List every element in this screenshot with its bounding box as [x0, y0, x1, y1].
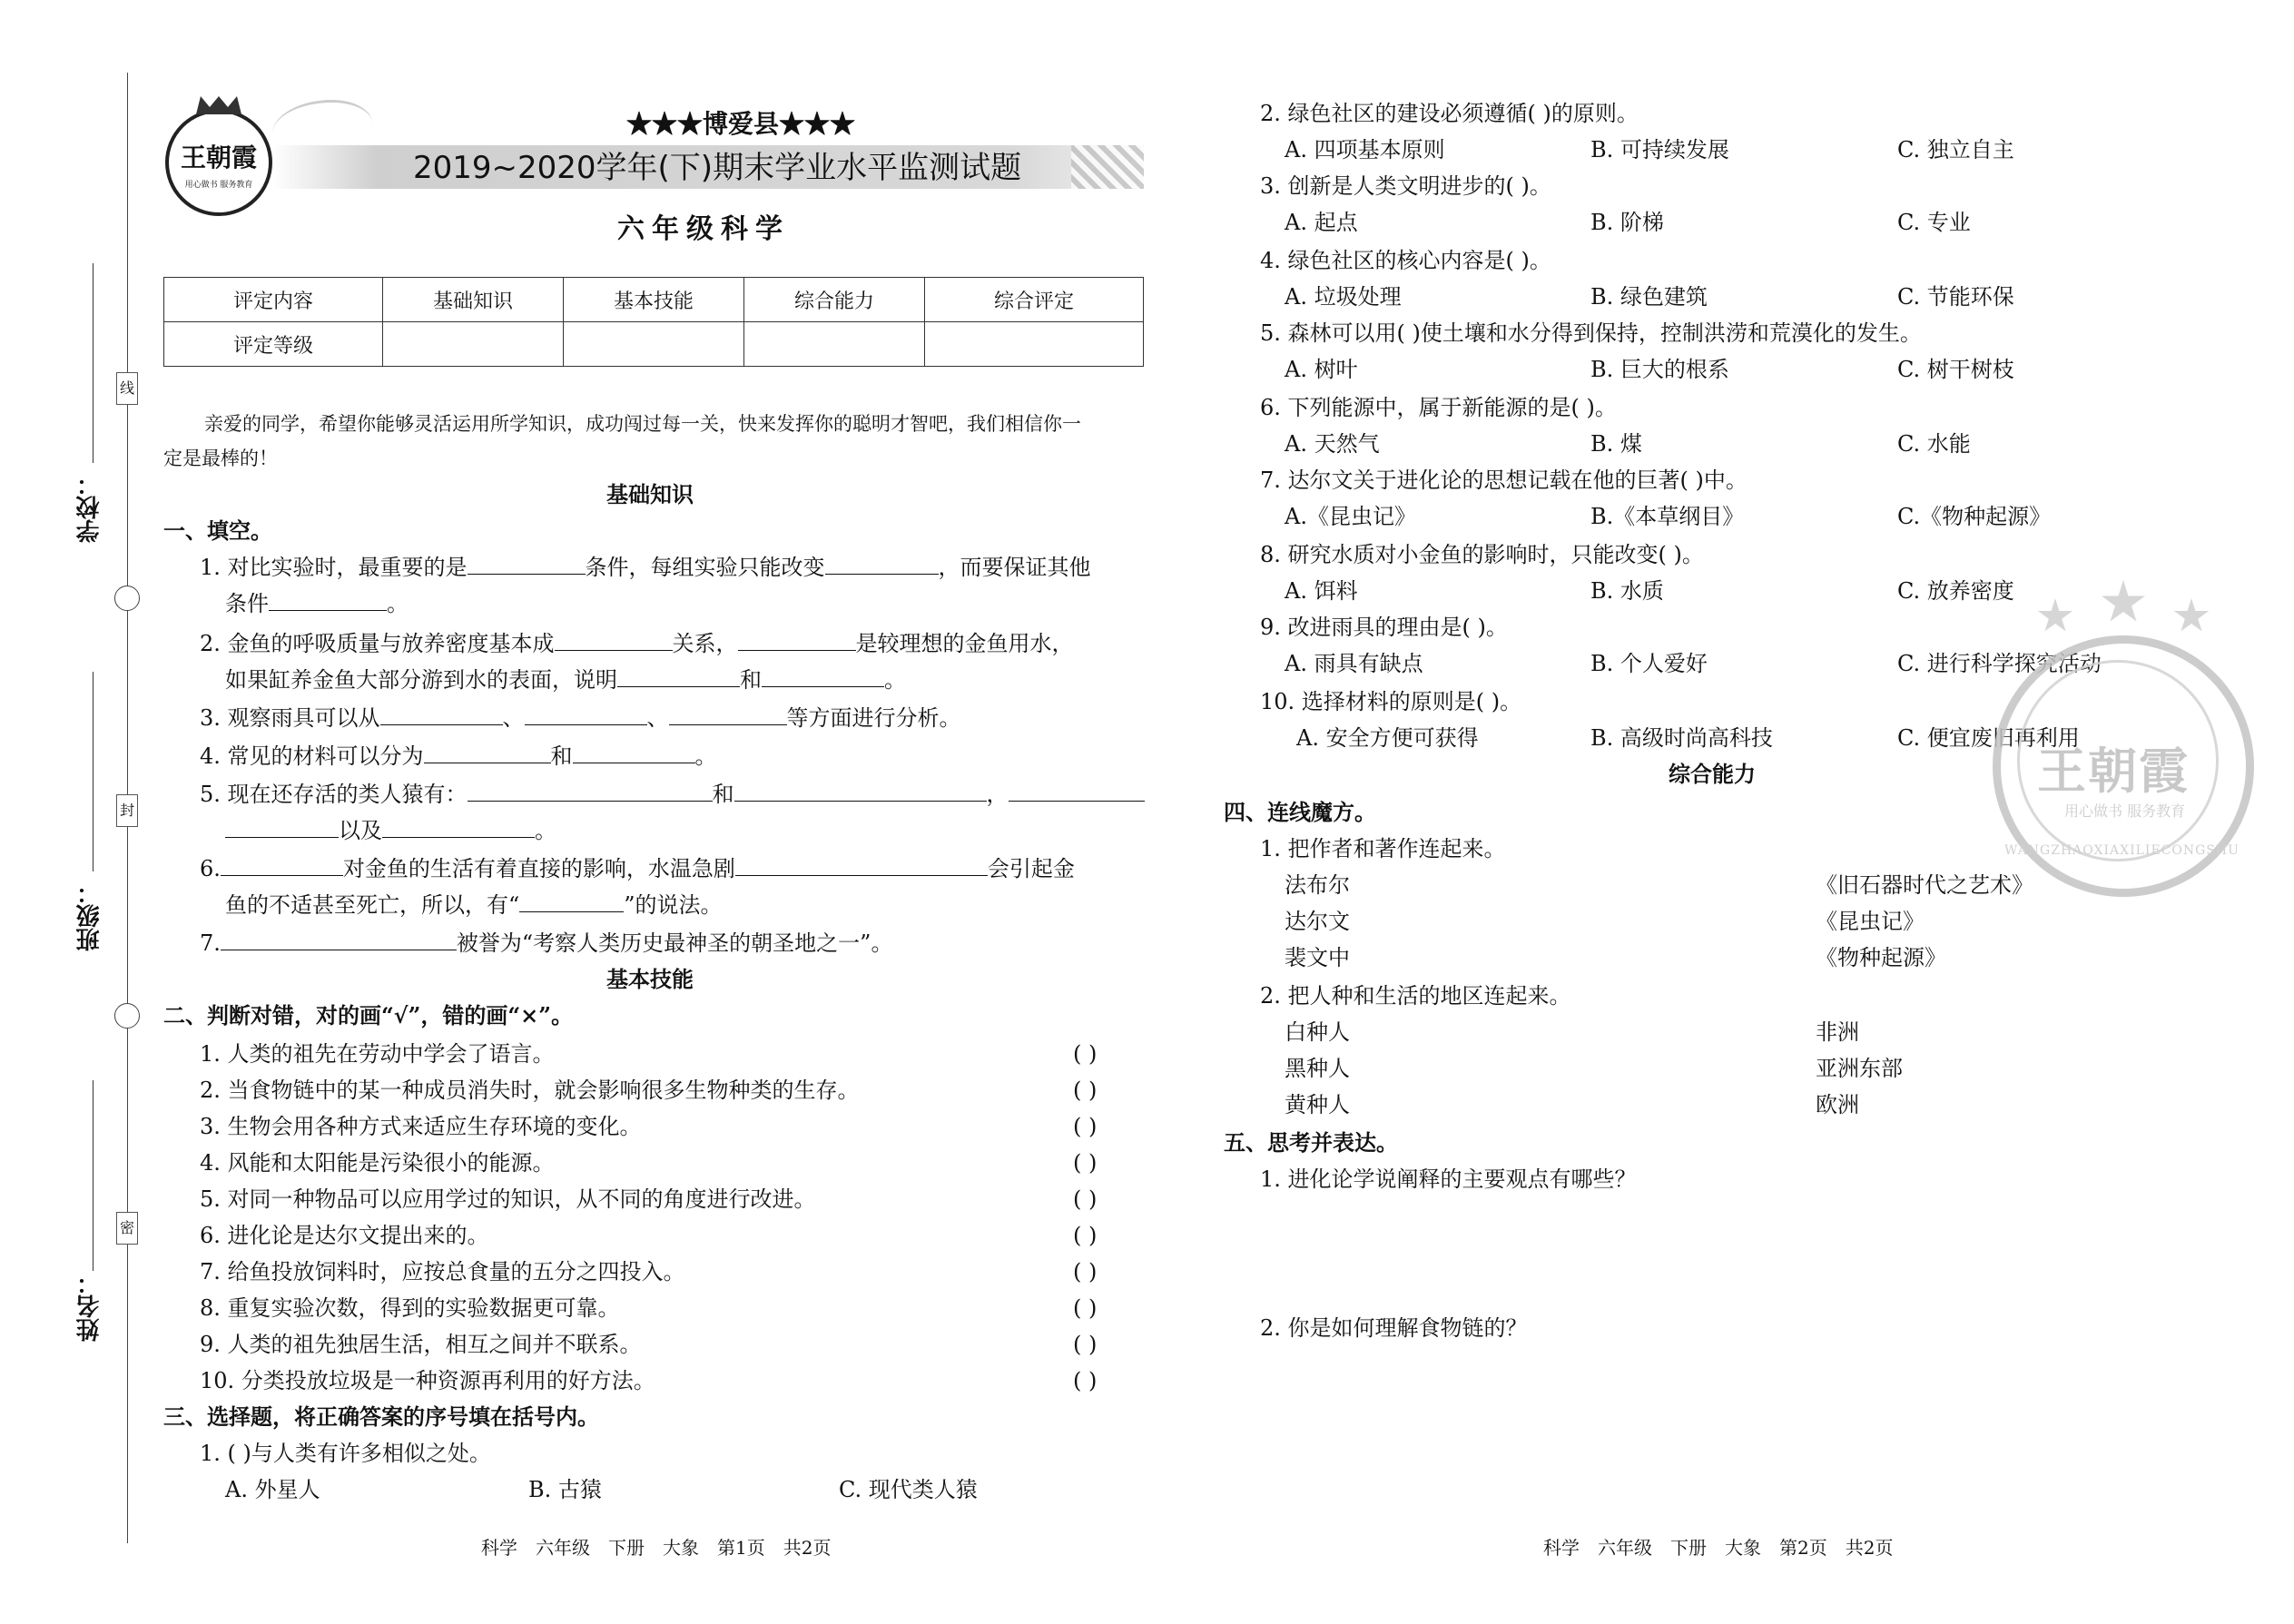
- judge-item: 3. 生物会用各种方式来适应生存环境的变化。: [200, 1114, 642, 1139]
- fill-question-6-cont: 鱼的不适甚至死亡，所以，有“ ”的说法。: [225, 892, 723, 918]
- name-label: 姓名：: [76, 1271, 103, 1342]
- match-race[interactable]: 白种人: [1285, 1019, 1350, 1045]
- match-instruction: 2. 把人种和生活的地区连起来。: [1260, 983, 1571, 1009]
- watermark-slogan: 用心做书 服务教育: [2064, 802, 2186, 820]
- choice-option-b[interactable]: B.《本草纲目》: [1590, 504, 1745, 529]
- choice-option-b[interactable]: B. 阶梯: [1590, 210, 1664, 235]
- fill-blank[interactable]: [669, 704, 787, 725]
- match-work[interactable]: 《昆虫记》: [1816, 909, 1925, 934]
- think-question: 2. 你是如何理解食物链的？: [1260, 1315, 1528, 1341]
- watermark-name: 王朝霞: [2037, 742, 2190, 800]
- fill-question-2: 2. 金鱼的呼吸质量与放养密度基本成 关系， 是较理想的金鱼用水，: [200, 631, 1074, 656]
- choice-option-c[interactable]: C. 放养密度: [1897, 578, 2014, 604]
- choice-stem: 2. 绿色社区的建设必须遵循( )的原则。: [1260, 101, 1639, 126]
- choice-option-a[interactable]: A. 树叶: [1285, 357, 1358, 382]
- question-heading: 四、连线魔方。: [1224, 799, 1376, 825]
- judge-item: 6. 进化论是达尔文提出来的。: [200, 1223, 489, 1248]
- fill-blank[interactable]: [221, 930, 457, 950]
- fill-question-5-cont: 以及 。: [225, 817, 556, 844]
- fill-question-3: 3. 观察雨具可以从 、 、 等方面进行分析。: [200, 705, 961, 731]
- match-author[interactable]: 法布尔: [1285, 872, 1350, 898]
- county-name: ★★★博爱县★★★: [626, 109, 856, 139]
- choice-option-a[interactable]: A.《昆虫记》: [1285, 504, 1416, 529]
- fill-question-1: 1. 对比实验时，最重要的是 条件，每组实验只能改变 ，而要保证其他: [200, 555, 1091, 580]
- choice-option-a[interactable]: A. 安全方便可获得: [1296, 725, 1479, 751]
- match-instruction: 1. 把作者和著作连起来。: [1260, 836, 1506, 861]
- choice-option-c[interactable]: C. 树干树枝: [1897, 357, 2014, 382]
- match-region[interactable]: 欧洲: [1816, 1092, 1859, 1117]
- match-work[interactable]: 《物种起源》: [1816, 945, 1946, 970]
- choice-option-c[interactable]: C. 进行科学探究活动: [1897, 651, 2102, 676]
- judge-answer[interactable]: ( ): [1073, 1223, 1098, 1248]
- fill-blank[interactable]: [519, 891, 624, 912]
- fill-question-2-cont: 如果缸养金鱼大部分游到水的表面，说明 和 。: [225, 667, 906, 693]
- fill-blank[interactable]: [762, 666, 884, 687]
- score-table: [163, 277, 1144, 367]
- watermark-star-icon: [2101, 580, 2146, 625]
- fill-blank[interactable]: [468, 554, 586, 575]
- judge-answer[interactable]: ( ): [1073, 1150, 1098, 1176]
- judge-item: 4. 风能和太阳能是污染很小的能源。: [200, 1150, 555, 1176]
- class-field[interactable]: [93, 672, 94, 871]
- match-work[interactable]: 《旧石器时代之艺术》: [1816, 872, 2033, 898]
- judge-answer[interactable]: ( ): [1073, 1332, 1098, 1357]
- match-race[interactable]: 黑种人: [1285, 1056, 1350, 1081]
- score-header: 基础知识: [383, 278, 564, 322]
- score-cell[interactable]: [564, 322, 744, 367]
- choice-option-c[interactable]: C.《物种起源》: [1897, 504, 2052, 529]
- choice-option-b[interactable]: B. 个人爱好: [1590, 651, 1708, 676]
- choice-option-b[interactable]: B. 煤: [1590, 431, 1642, 457]
- judge-item: 5. 对同一种物品可以应用学过的知识，从不同的角度进行改进。: [200, 1186, 816, 1212]
- fill-question-5: 5. 现在还存活的类人猿有： 和 ，: [200, 781, 1145, 808]
- score-cell[interactable]: [383, 322, 564, 367]
- match-region[interactable]: 非洲: [1816, 1019, 1859, 1045]
- question-heading: 二、判断对错，对的画“√”，错的画“×”。: [163, 1002, 574, 1029]
- binding-mark-line: 线: [116, 372, 138, 405]
- class-label: 班级：: [76, 881, 103, 951]
- match-region[interactable]: 亚洲东部: [1816, 1056, 1903, 1081]
- page-footer: 科学 六年级 下册 大象 第1页 共2页: [481, 1537, 832, 1559]
- choice-option-a[interactable]: A. 四项基本原则: [1285, 137, 1445, 162]
- exam-title: 2019~2020学年(下)期末学业水平监测试题: [413, 150, 1022, 186]
- fill-blank[interactable]: [1009, 781, 1145, 802]
- fill-blank[interactable]: [525, 704, 647, 725]
- fill-blank[interactable]: [738, 630, 856, 651]
- fill-blank[interactable]: [382, 817, 535, 838]
- watermark-ring-text: WANGZHAOXIAXILIECONGSHU: [2004, 843, 2240, 858]
- judge-answer[interactable]: ( ): [1073, 1186, 1098, 1212]
- fill-question-6: 6. 对金鱼的生活有着直接的影响，水温急剧 会引起金: [200, 856, 1075, 881]
- choice-stem: 1. ( )与人类有许多相似之处。: [200, 1441, 491, 1466]
- choice-option-b[interactable]: B. 古猿: [528, 1477, 602, 1502]
- section-title: 基本技能: [606, 966, 694, 992]
- name-field[interactable]: [93, 1080, 94, 1271]
- intro-line: 亲爱的同学，希望你能够灵活运用所学知识，成功闯过每一关，快来发挥你的聪明才智吧，我们相信你一: [204, 413, 1081, 435]
- fill-blank[interactable]: [825, 554, 939, 575]
- judge-item: 7. 给鱼投放饲料时，应按总食量的五分之四投入。: [200, 1259, 685, 1284]
- think-question: 1. 进化论学说阐释的主要观点有哪些？: [1260, 1166, 1637, 1192]
- fill-blank[interactable]: [735, 855, 988, 876]
- judge-answer[interactable]: ( ): [1073, 1078, 1098, 1103]
- choice-stem: 5. 森林可以用( )使土壤和水分得到保持，控制洪涝和荒漠化的发生。: [1260, 320, 1922, 346]
- section-title: 基础知识: [606, 481, 694, 507]
- section-title: 综合能力: [1669, 761, 1756, 787]
- choice-option-c[interactable]: C. 水能: [1897, 431, 1971, 457]
- choice-option-b[interactable]: B. 绿色建筑: [1590, 284, 1708, 310]
- choice-stem: 6. 下列能源中，属于新能源的是( )。: [1260, 395, 1617, 420]
- choice-option-c[interactable]: C. 便宜废旧再利用: [1897, 725, 2080, 751]
- fill-blank[interactable]: [734, 781, 987, 802]
- choice-stem: 4. 绿色社区的核心内容是( )。: [1260, 248, 1551, 273]
- logo-name: 王朝霞: [180, 143, 257, 172]
- page-footer: 科学 六年级 下册 大象 第2页 共2页: [1543, 1537, 1894, 1559]
- judge-answer[interactable]: ( ): [1073, 1041, 1098, 1067]
- choice-stem: 9. 改进雨具的理由是( )。: [1260, 615, 1508, 640]
- choice-option-c[interactable]: C. 独立自主: [1897, 137, 2014, 162]
- watermark-star-icon: [2173, 598, 2210, 635]
- watermark-seal: [1993, 635, 2254, 897]
- judge-answer[interactable]: ( ): [1073, 1368, 1098, 1393]
- fill-blank[interactable]: [555, 630, 673, 651]
- fill-question-7: 7. 被誉为“考察人类历史最神圣的朝圣地之一”。: [200, 930, 893, 956]
- fill-blank[interactable]: [269, 590, 387, 611]
- binding-mark-seal: 封: [116, 794, 138, 827]
- choice-stem: 10. 选择材料的原则是( )。: [1260, 689, 1522, 714]
- score-cell[interactable]: [744, 322, 925, 367]
- fill-blank[interactable]: [225, 817, 339, 838]
- logo-seal: [165, 109, 272, 216]
- choice-stem: 7. 达尔文关于进化论的思想记载在他的巨著( )中。: [1260, 468, 1748, 493]
- judge-answer[interactable]: ( ): [1073, 1259, 1098, 1284]
- choice-option-c[interactable]: C. 专业: [1897, 210, 1971, 235]
- logo-crown-icon: [196, 96, 241, 114]
- watermark-star-icon: [2037, 598, 2073, 635]
- match-author[interactable]: 达尔文: [1285, 909, 1350, 934]
- judge-item: 8. 重复实验次数，得到的实验数据更可靠。: [200, 1295, 620, 1321]
- subject-title: 六年级科学: [617, 213, 790, 245]
- choice-option-a[interactable]: A. 起点: [1285, 210, 1358, 235]
- score-header: 综合评定: [925, 278, 1144, 322]
- judge-answer[interactable]: ( ): [1073, 1114, 1098, 1139]
- score-row-label: 评定等级: [164, 322, 383, 367]
- question-heading: 五、思考并表达。: [1224, 1129, 1398, 1156]
- school-field[interactable]: [93, 263, 94, 463]
- school-label: 学校：: [76, 472, 103, 543]
- question-heading: 一、填空。: [163, 517, 272, 544]
- intro-line: 定是最棒的！: [163, 448, 278, 469]
- fill-blank[interactable]: [380, 704, 503, 725]
- match-author[interactable]: 裴文中: [1285, 945, 1350, 970]
- binding-circle-icon: [114, 586, 140, 611]
- judge-item: 10. 分类投放垃圾是一种资源再利用的好方法。: [200, 1368, 655, 1393]
- score-header: 基本技能: [564, 278, 744, 322]
- fill-question-4: 4. 常见的材料可以分为 和 。: [200, 743, 717, 769]
- choice-option-b[interactable]: B. 巨大的根系: [1590, 357, 1729, 382]
- choice-option-b[interactable]: B. 可持续发展: [1590, 137, 1729, 162]
- fill-question-1-cont: 条件 。: [225, 591, 409, 616]
- logo-slogan: 用心做书 服务教育: [184, 181, 253, 190]
- score-cell[interactable]: [925, 322, 1144, 367]
- match-race[interactable]: 黄种人: [1285, 1092, 1350, 1117]
- choice-stem: 3. 创新是人类文明进步的( )。: [1260, 173, 1551, 199]
- choice-option-b[interactable]: B. 高级时尚高科技: [1590, 725, 1773, 751]
- question-heading: 三、选择题，将正确答案的序号填在括号内。: [163, 1403, 599, 1430]
- choice-option-a[interactable]: A. 饵料: [1285, 578, 1358, 604]
- binding-mark-secret: 密: [116, 1212, 138, 1245]
- answer-area[interactable]: [1260, 1202, 2168, 1302]
- choice-option-c[interactable]: C. 现代类人猿: [839, 1477, 978, 1502]
- score-header: 综合能力: [744, 278, 925, 322]
- fill-blank[interactable]: [221, 855, 343, 876]
- choice-option-a[interactable]: A. 外星人: [225, 1477, 320, 1502]
- choice-option-c[interactable]: C. 节能环保: [1897, 284, 2014, 310]
- fill-blank[interactable]: [424, 743, 551, 763]
- judge-item: 2. 当食物链中的某一种成员消失时，就会影响很多生物种类的生存。: [200, 1078, 860, 1103]
- banner-pattern: [1071, 145, 1144, 189]
- choice-option-a[interactable]: A. 雨具有缺点: [1285, 651, 1423, 676]
- judge-answer[interactable]: ( ): [1073, 1295, 1098, 1321]
- judge-item: 1. 人类的祖先在劳动中学会了语言。: [200, 1041, 555, 1067]
- fill-blank[interactable]: [617, 666, 740, 687]
- judge-item: 9. 人类的祖先独居生活，相互之间并不联系。: [200, 1332, 642, 1357]
- binding-circle-icon: [114, 1003, 140, 1029]
- choice-option-b[interactable]: B. 水质: [1590, 578, 1664, 604]
- score-header: 评定内容: [164, 278, 383, 322]
- answer-area[interactable]: [1260, 1353, 2168, 1516]
- choice-option-a[interactable]: A. 天然气: [1285, 431, 1380, 457]
- choice-stem: 8. 研究水质对小金鱼的影响时，只能改变( )。: [1260, 542, 1704, 567]
- fill-blank[interactable]: [468, 781, 713, 802]
- fill-blank[interactable]: [573, 743, 695, 763]
- choice-option-a[interactable]: A. 垃圾处理: [1285, 284, 1402, 310]
